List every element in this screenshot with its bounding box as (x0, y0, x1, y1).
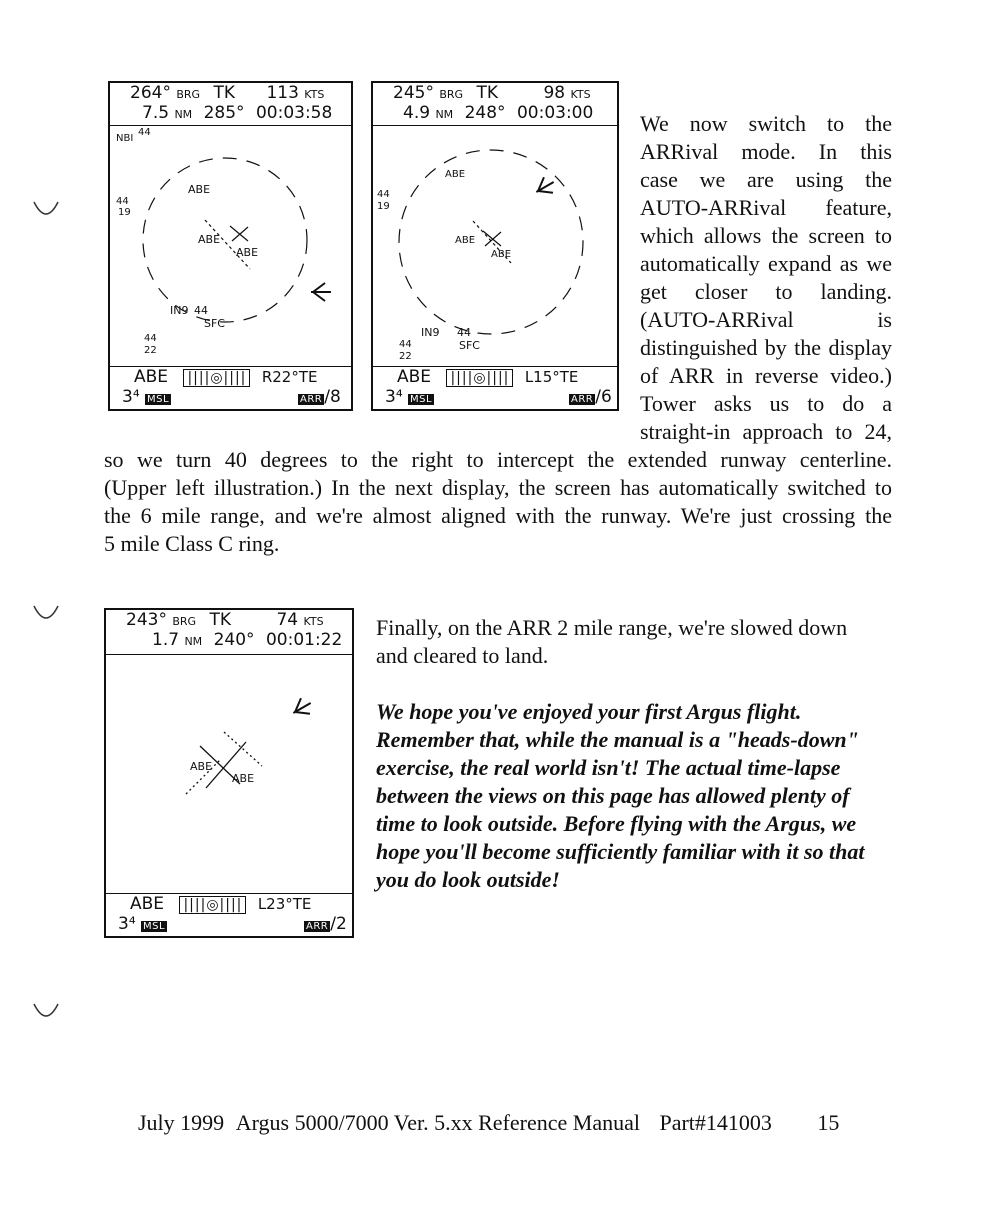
waypoint-name: ABE (134, 367, 169, 387)
cdi-indicator: ||||◎|||| (179, 896, 246, 914)
track-label: TK (476, 83, 499, 103)
range-ring (399, 150, 583, 334)
map-label: 44 (399, 339, 412, 350)
text-line: so we turn 40 degrees to the right to intercept the extended runway centerline. (104, 447, 892, 472)
header-row-2 (152, 630, 352, 650)
text-line: and cleared to land. (376, 643, 549, 668)
header-row-1 (126, 610, 352, 630)
text-line: (Upper left illustration.) In the next display, the screen has automatically switched to (104, 475, 892, 500)
altitude-value: 3⁴ (122, 387, 140, 407)
msl-badge: MSL (410, 394, 433, 405)
map-label: SFC (459, 339, 480, 352)
map-label: ABE (445, 169, 466, 180)
text-line: straight-in approach to 24, (640, 419, 892, 444)
text-line: distinguished by the display (640, 335, 892, 360)
binder-hole-mark (32, 200, 60, 222)
footer-row-1 (397, 367, 617, 387)
range-value: /2 (330, 914, 347, 934)
text-line: get closer to landing. (640, 279, 892, 304)
text-line: automatically expand as we (640, 251, 892, 276)
waypoint-name: ABE (130, 894, 165, 914)
moving-map (373, 127, 617, 367)
cdi-indicator: ||||◎|||| (446, 369, 513, 387)
range-value: /6 (595, 387, 612, 407)
header-row-1 (130, 83, 351, 103)
text-line: exercise, the real world isn't! The actual time-lapse (376, 755, 841, 780)
course-value: 240° (213, 630, 255, 650)
distance-unit: NM (184, 635, 203, 648)
page-footer (138, 1110, 839, 1136)
map-label: IN9 (170, 304, 189, 317)
binder-hole-mark (32, 604, 60, 626)
map-label: ABE (198, 233, 221, 246)
bearing-unit: BRG (439, 88, 464, 101)
text-line: AUTO-ARRival feature, (640, 195, 892, 220)
text-line: We now switch to the (640, 111, 892, 136)
header-row-2 (142, 103, 351, 123)
distance-value: 4.9 (403, 103, 431, 123)
bearing-value: 264° (130, 83, 171, 103)
map-label: 44 (138, 127, 151, 138)
nav-screen-2 (371, 81, 619, 411)
aircraft-icon (289, 695, 315, 721)
speed-value: 113 (266, 83, 299, 103)
text-line: hope you'll become sufficiently familiar with it so that (376, 839, 865, 864)
distance-unit: NM (435, 108, 454, 121)
footer-title: Argus 5000/7000 Ver. 5.xx Reference Manual (235, 1110, 640, 1135)
altitude-value: 3⁴ (385, 387, 403, 407)
text-line: between the views on this page has allowed plenty of (376, 783, 850, 808)
map-label: 44 (457, 326, 471, 339)
text-line: of ARR in reverse video.) (640, 363, 892, 388)
binder-hole-mark (32, 1002, 60, 1024)
msl-badge: MSL (147, 394, 170, 405)
map-label: 22 (144, 345, 157, 356)
aircraft-icon (532, 174, 558, 200)
map-label: 22 (399, 351, 412, 362)
time-value: 00:03:58 (255, 103, 333, 123)
altitude-value: 3⁴ (118, 914, 136, 934)
map-label: ABE (190, 760, 213, 773)
arr-mode-badge: ARR (306, 921, 329, 932)
text-line: Finally, on the ARR 2 mile range, we're slowed down (376, 615, 848, 640)
course-value: 285° (203, 103, 245, 123)
map-label: 44 (377, 189, 390, 200)
range-value: /8 (324, 387, 341, 407)
waypoint-name: ABE (397, 367, 432, 387)
distance-unit: NM (174, 108, 193, 121)
header-divider (110, 125, 351, 126)
track-label: TK (209, 610, 232, 630)
footer-date: July 1999 (138, 1110, 225, 1135)
footer-row-2 (118, 914, 352, 934)
map-label: IN9 (421, 326, 440, 339)
text-line: Remember that, while the manual is a "heads-down" (376, 727, 859, 752)
map-label: 44 (144, 333, 157, 344)
map-label: ABE (491, 249, 512, 260)
map-label: ABE (232, 772, 255, 785)
text-line: Tower asks us to do a (640, 391, 892, 416)
map-label: 44 (194, 304, 208, 317)
moving-map (110, 127, 351, 367)
track-label: TK (213, 83, 236, 103)
range-ring (143, 158, 307, 322)
time-value: 00:03:00 (516, 103, 594, 123)
runway-value: L15°TE (524, 368, 579, 386)
text-line: ARRival mode. In this (640, 139, 892, 164)
nav-screen-3 (104, 608, 354, 938)
map-label: 19 (377, 201, 390, 212)
speed-value: 74 (276, 610, 299, 630)
footer-row-2 (122, 387, 351, 407)
header-row-2 (403, 103, 617, 123)
header-divider (106, 654, 352, 655)
cdi-indicator: ||||◎|||| (183, 369, 250, 387)
runway-icon (230, 226, 248, 241)
nav-screen-1 (108, 81, 353, 411)
runway-value: R22°TE (261, 368, 318, 386)
bearing-value: 245° (393, 83, 434, 103)
text-line: We hope you've enjoyed your first Argus flight. (376, 699, 802, 724)
distance-value: 1.7 (152, 630, 180, 650)
map-label: 44 (116, 196, 129, 207)
text-line: (AUTO-ARRival is (640, 307, 892, 332)
aircraft-icon (311, 283, 331, 301)
text-line: 5 mile Class C ring. (104, 531, 280, 556)
text-line: the 6 mile range, and we're almost aligned with the runway. We're just crossing the (104, 503, 892, 528)
moving-map (106, 656, 352, 892)
header-row-1 (393, 83, 617, 103)
text-line: case we are using the (640, 167, 892, 192)
text-line: time to look outside. Before flying with the Argus, we (376, 811, 857, 836)
map-label: SFC (204, 317, 225, 330)
map-label: 19 (118, 207, 131, 218)
header-divider (373, 125, 617, 126)
runway-icon (483, 231, 501, 246)
text-line: you do look outside! (376, 867, 560, 892)
speed-value: 98 (543, 83, 566, 103)
footer-part-number: Part#141003 (659, 1110, 772, 1135)
arr-mode-badge: ARR (300, 394, 323, 405)
bearing-value: 243° (126, 610, 167, 630)
msl-badge: MSL (143, 921, 166, 932)
map-label: ABE (455, 235, 476, 246)
text-line: which allows the screen to (640, 223, 892, 248)
map-label: NBI (116, 133, 134, 144)
map-label: ABE (188, 183, 211, 196)
bearing-unit: BRG (176, 88, 201, 101)
distance-value: 7.5 (142, 103, 170, 123)
speed-unit: KTS (303, 615, 324, 628)
time-value: 00:01:22 (265, 630, 343, 650)
footer-row-1 (134, 367, 351, 387)
arr-mode-badge: ARR (571, 394, 594, 405)
map-label: ABE (236, 246, 259, 259)
speed-unit: KTS (570, 88, 591, 101)
runway-value: L23°TE (257, 895, 312, 913)
bearing-unit: BRG (172, 615, 197, 628)
course-value: 248° (464, 103, 506, 123)
speed-unit: KTS (304, 88, 325, 101)
footer-row-2 (385, 387, 617, 407)
footer-row-1 (130, 894, 352, 914)
page-number: 15 (817, 1110, 840, 1135)
